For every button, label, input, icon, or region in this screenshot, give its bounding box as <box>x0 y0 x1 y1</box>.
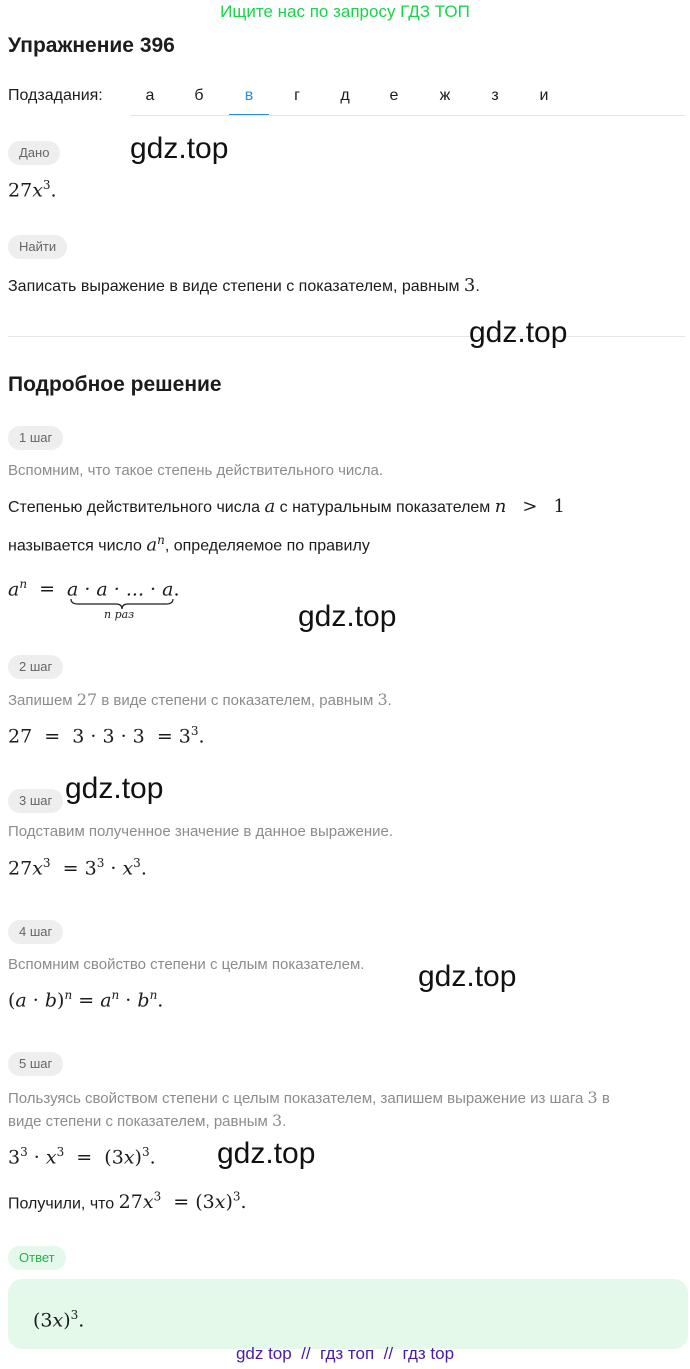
step-1-definition-line1: Степенью действительного числа a с натуральным показателем n > 1 <box>8 496 565 517</box>
given-expression: $27x^3$. <box>8 178 57 202</box>
page-title: Упражнение 396 <box>8 34 175 57</box>
step-4-hint: Вспомним свойство степени с целым показателем. <box>8 956 365 973</box>
step-5-chip: 5 шаг <box>8 1052 63 1076</box>
subtask-tab-i[interactable]: и <box>539 87 549 104</box>
tabs-underline <box>130 115 685 116</box>
step-2-chip: 2 шаг <box>8 655 63 679</box>
step-2-hint: Запишем 27 в виде степени с показателем, равным 3. <box>8 690 392 709</box>
subtask-tab-z[interactable]: з <box>491 87 499 104</box>
find-text: Записать выражение в виде степени с показателем, равным 3. <box>8 275 480 296</box>
subtask-tab-zh[interactable]: ж <box>439 87 451 104</box>
step-5-hint-line1: Пользуясь свойством степени с целым показателем, запишем выражение из шага 3 в <box>8 1088 610 1107</box>
step-3-hint: Подставим полученное значение в данное выражение. <box>8 823 394 840</box>
search-banner: Ищите нас по запросу ГДЗ ТОП <box>220 2 470 21</box>
answer-formula: $(3x)^3$. <box>33 1308 85 1332</box>
step-1-definition-line2: называется число $a^n$, определяемое по правилу <box>8 533 370 556</box>
step-5-formula: $3^3 \cdot x^3 = (3x)^3$. <box>8 1145 156 1169</box>
subtask-tab-a[interactable]: а <box>145 87 155 104</box>
subtask-tab-e[interactable]: е <box>389 87 399 104</box>
step-5-hint-line2: виде степени с показателем, равным 3. <box>8 1111 287 1130</box>
subtask-tab-v[interactable]: в <box>229 80 269 116</box>
footer-links[interactable]: gdz top // гдз топ // гдз top <box>235 1344 455 1363</box>
step-1-hint: Вспомним, что такое степень действительного числа. <box>8 462 384 479</box>
watermark: gdz.top <box>469 316 568 349</box>
watermark: gdz.top <box>418 960 517 993</box>
given-chip: Дано <box>8 141 60 165</box>
step-3-chip: 3 шаг <box>8 789 63 813</box>
subtask-tab-d[interactable]: д <box>340 87 350 104</box>
subtask-tab-g[interactable]: г <box>294 87 300 104</box>
section-divider <box>8 336 685 337</box>
watermark: gdz.top <box>65 772 164 805</box>
solution-title: Подробное решение <box>8 373 222 396</box>
step-2-formula: $27 = 3 \cdot 3 \cdot 3 = 3^3$. <box>8 724 205 748</box>
step-4-chip: 4 шаг <box>8 920 63 944</box>
find-chip: Найти <box>8 235 67 259</box>
step-3-formula: $27x^3 = 3^3 \cdot x^3$. <box>8 856 147 880</box>
watermark: gdz.top <box>130 132 229 165</box>
underbrace-label: n раз <box>104 608 135 621</box>
subtask-tab-b[interactable]: б <box>194 87 204 104</box>
subtasks-label: Подзадания: <box>8 87 103 104</box>
watermark: gdz.top <box>217 1137 316 1170</box>
watermark: gdz.top <box>298 600 397 633</box>
result-formula: $27x^3 = (3x)^3$. <box>118 1190 247 1214</box>
answer-chip: Ответ <box>8 1246 66 1270</box>
step-5-result: Получили, что $27x^3 = (3x)^3$. <box>8 1190 247 1214</box>
step-1-formula: $a^n = a \cdot a$ · ... · a. <box>8 577 180 601</box>
step-1-chip: 1 шаг <box>8 426 63 450</box>
answer-box <box>8 1279 688 1349</box>
step-4-formula: $(a \cdot b)^n = a^n \cdot b^n$. <box>8 988 164 1012</box>
